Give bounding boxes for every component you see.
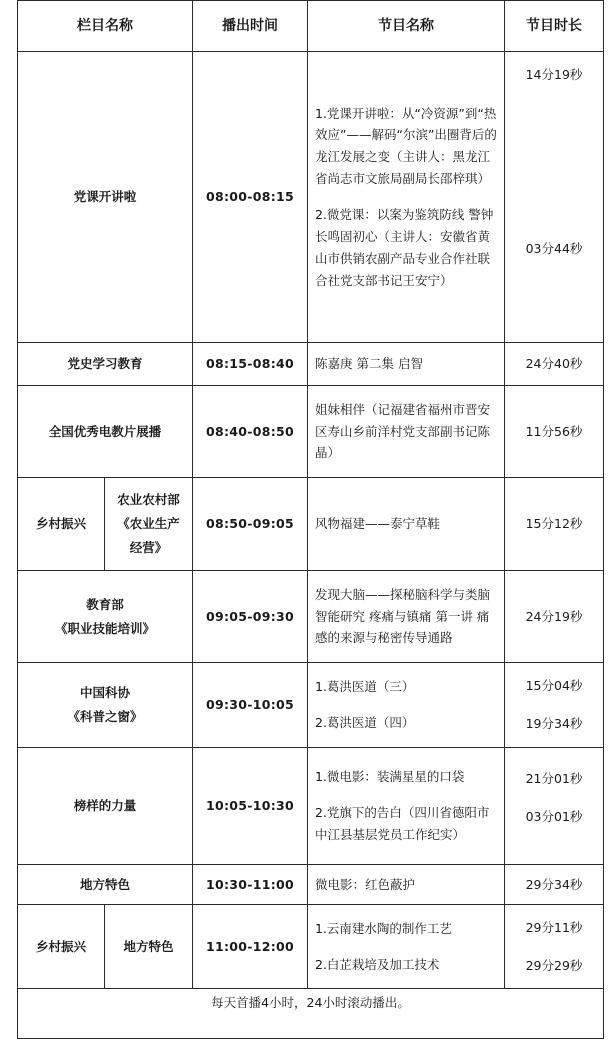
duration-value: 19分34秒 bbox=[525, 716, 583, 731]
program-item: 2.白芷栽培及加工技术 bbox=[315, 956, 440, 972]
duration-value: 11分56秒 bbox=[525, 423, 583, 439]
table-row bbox=[18, 571, 604, 663]
program-item: 2.葛洪医道（四） bbox=[315, 715, 415, 730]
column-sub: 地方特色 bbox=[123, 938, 174, 954]
duration-cell bbox=[505, 748, 604, 865]
table-row bbox=[18, 52, 604, 343]
duration-cell bbox=[505, 905, 604, 989]
footer-row bbox=[18, 989, 604, 1039]
table-row bbox=[18, 663, 604, 748]
air-time: 10:05-10:30 bbox=[193, 748, 308, 865]
schedule-container bbox=[17, 0, 603, 1039]
header-program-name: 节目名称 bbox=[308, 1, 505, 52]
program-item: 微电影：红色蔽护 bbox=[315, 876, 416, 892]
column-sub-line: 农业农村部 bbox=[117, 492, 180, 508]
duration-cell bbox=[505, 52, 604, 343]
program-item: 2.微党课：以案为鉴筑防线 警钟长鸣固初心（主讲人：安徽省黄山市供销农副产品专业合作社联合社党支部书记王安宁） bbox=[315, 207, 494, 288]
duration-cell bbox=[505, 386, 604, 478]
air-time: 08:50-09:05 bbox=[193, 478, 308, 571]
duration-value: 03分44秒 bbox=[525, 241, 583, 256]
duration-value: 29分29秒 bbox=[525, 957, 583, 973]
program-cell bbox=[308, 386, 505, 478]
air-time: 09:30-10:05 bbox=[193, 663, 308, 748]
air-time: 08:00-08:15 bbox=[193, 52, 308, 343]
air-time: 08:40-08:50 bbox=[193, 386, 308, 478]
program-cell bbox=[308, 571, 505, 663]
air-time: 10:30-11:00 bbox=[193, 865, 308, 905]
duration-value: 21分01秒 bbox=[525, 771, 583, 787]
duration-value: 15分04秒 bbox=[525, 678, 583, 694]
duration-value: 15分12秒 bbox=[525, 516, 583, 532]
table-row bbox=[18, 343, 604, 386]
program-cell bbox=[308, 663, 505, 748]
table-row bbox=[18, 478, 604, 571]
duration-value: 29分11秒 bbox=[525, 919, 583, 935]
footer-note: 每天首播4小时，24小时滚动播出。 bbox=[18, 989, 604, 1039]
header-column-name: 栏目名称 bbox=[18, 1, 193, 52]
program-cell bbox=[308, 865, 505, 905]
program-item: 1.党课开讲啦：从“冷资源”到“热效应”——解码“尔滨”出圈背后的龙江发展之变（主讲人：黑龙江省尚志市文旅局副局长邵梓琪） bbox=[315, 105, 497, 187]
program-item: 姐妹相伴（记福建省福州市晋安区寿山乡前洋村党支部副书记陈晶） bbox=[315, 401, 491, 461]
column-name: 地方特色 bbox=[79, 876, 130, 892]
program-item: 1.云南建水陶的制作工艺 bbox=[315, 920, 452, 936]
table-row bbox=[18, 905, 604, 989]
column-name: 榜样的力量 bbox=[73, 798, 137, 814]
table-row bbox=[18, 748, 604, 865]
column-name-line: 《科普之窗》 bbox=[67, 709, 143, 724]
column-name-main bbox=[18, 905, 105, 989]
duration-value: 14分19秒 bbox=[525, 67, 583, 83]
duration-value: 29分34秒 bbox=[525, 876, 583, 892]
program-item: 发现大脑——探秘脑科学与类脑智能研究 疼痛与镇痛 第一讲 痛感的来源与秘密传导通路 bbox=[315, 586, 491, 646]
duration-cell bbox=[505, 343, 604, 386]
column-name-cell bbox=[18, 865, 193, 905]
program-item: 1.微电影：装满星星的口袋 bbox=[315, 769, 465, 785]
program-cell bbox=[308, 52, 505, 343]
program-item: 风物福建——泰宁草鞋 bbox=[315, 516, 441, 532]
column-name-line: 《职业技能培训》 bbox=[54, 620, 155, 636]
column-name-cell bbox=[18, 343, 193, 386]
header-duration: 节目时长 bbox=[505, 1, 604, 52]
column-name-main bbox=[18, 478, 105, 571]
program-cell bbox=[308, 343, 505, 386]
duration-cell bbox=[505, 663, 604, 748]
program-cell bbox=[308, 748, 505, 865]
column-name-cell bbox=[18, 52, 193, 343]
schedule-table bbox=[17, 0, 604, 1039]
column-name-cell bbox=[18, 571, 193, 663]
air-time: 09:05-09:30 bbox=[193, 571, 308, 663]
table-row bbox=[18, 386, 604, 478]
program-cell bbox=[308, 905, 505, 989]
duration-value: 03分01秒 bbox=[525, 809, 583, 824]
column-name-cell bbox=[18, 386, 193, 478]
column-name: 党课开讲啦 bbox=[73, 189, 137, 205]
column-name-sub bbox=[105, 478, 193, 571]
header-row bbox=[18, 1, 604, 52]
column-name-cell bbox=[18, 748, 193, 865]
column-name: 乡村振兴 bbox=[35, 516, 86, 532]
header-air-time: 播出时间 bbox=[193, 1, 308, 52]
column-name: 全国优秀电教片展播 bbox=[48, 423, 162, 439]
column-name-sub bbox=[105, 905, 193, 989]
program-item: 2.党旗下的告白（四川省德阳市中江县基层党员工作纪实） bbox=[315, 805, 490, 842]
duration-value: 24分19秒 bbox=[525, 608, 583, 624]
air-time: 11:00-12:00 bbox=[193, 905, 308, 989]
column-name: 乡村振兴 bbox=[35, 938, 86, 954]
column-sub-line: 经营》 bbox=[129, 539, 168, 555]
duration-value: 24分40秒 bbox=[525, 356, 583, 372]
table-row bbox=[18, 865, 604, 905]
column-name-cell bbox=[18, 663, 193, 748]
column-name-line: 教育部 bbox=[86, 596, 124, 612]
duration-cell bbox=[505, 478, 604, 571]
duration-cell bbox=[505, 865, 604, 905]
column-name: 党史学习教育 bbox=[67, 356, 143, 372]
air-time: 08:15-08:40 bbox=[193, 343, 308, 386]
column-name-line: 中国科协 bbox=[79, 685, 130, 701]
program-item: 1.葛洪医道（三） bbox=[315, 679, 415, 695]
column-sub-line: 《农业生产 bbox=[117, 516, 180, 532]
program-cell bbox=[308, 478, 505, 571]
duration-cell bbox=[505, 571, 604, 663]
program-item: 陈嘉庚 第二集 启智 bbox=[315, 356, 423, 372]
